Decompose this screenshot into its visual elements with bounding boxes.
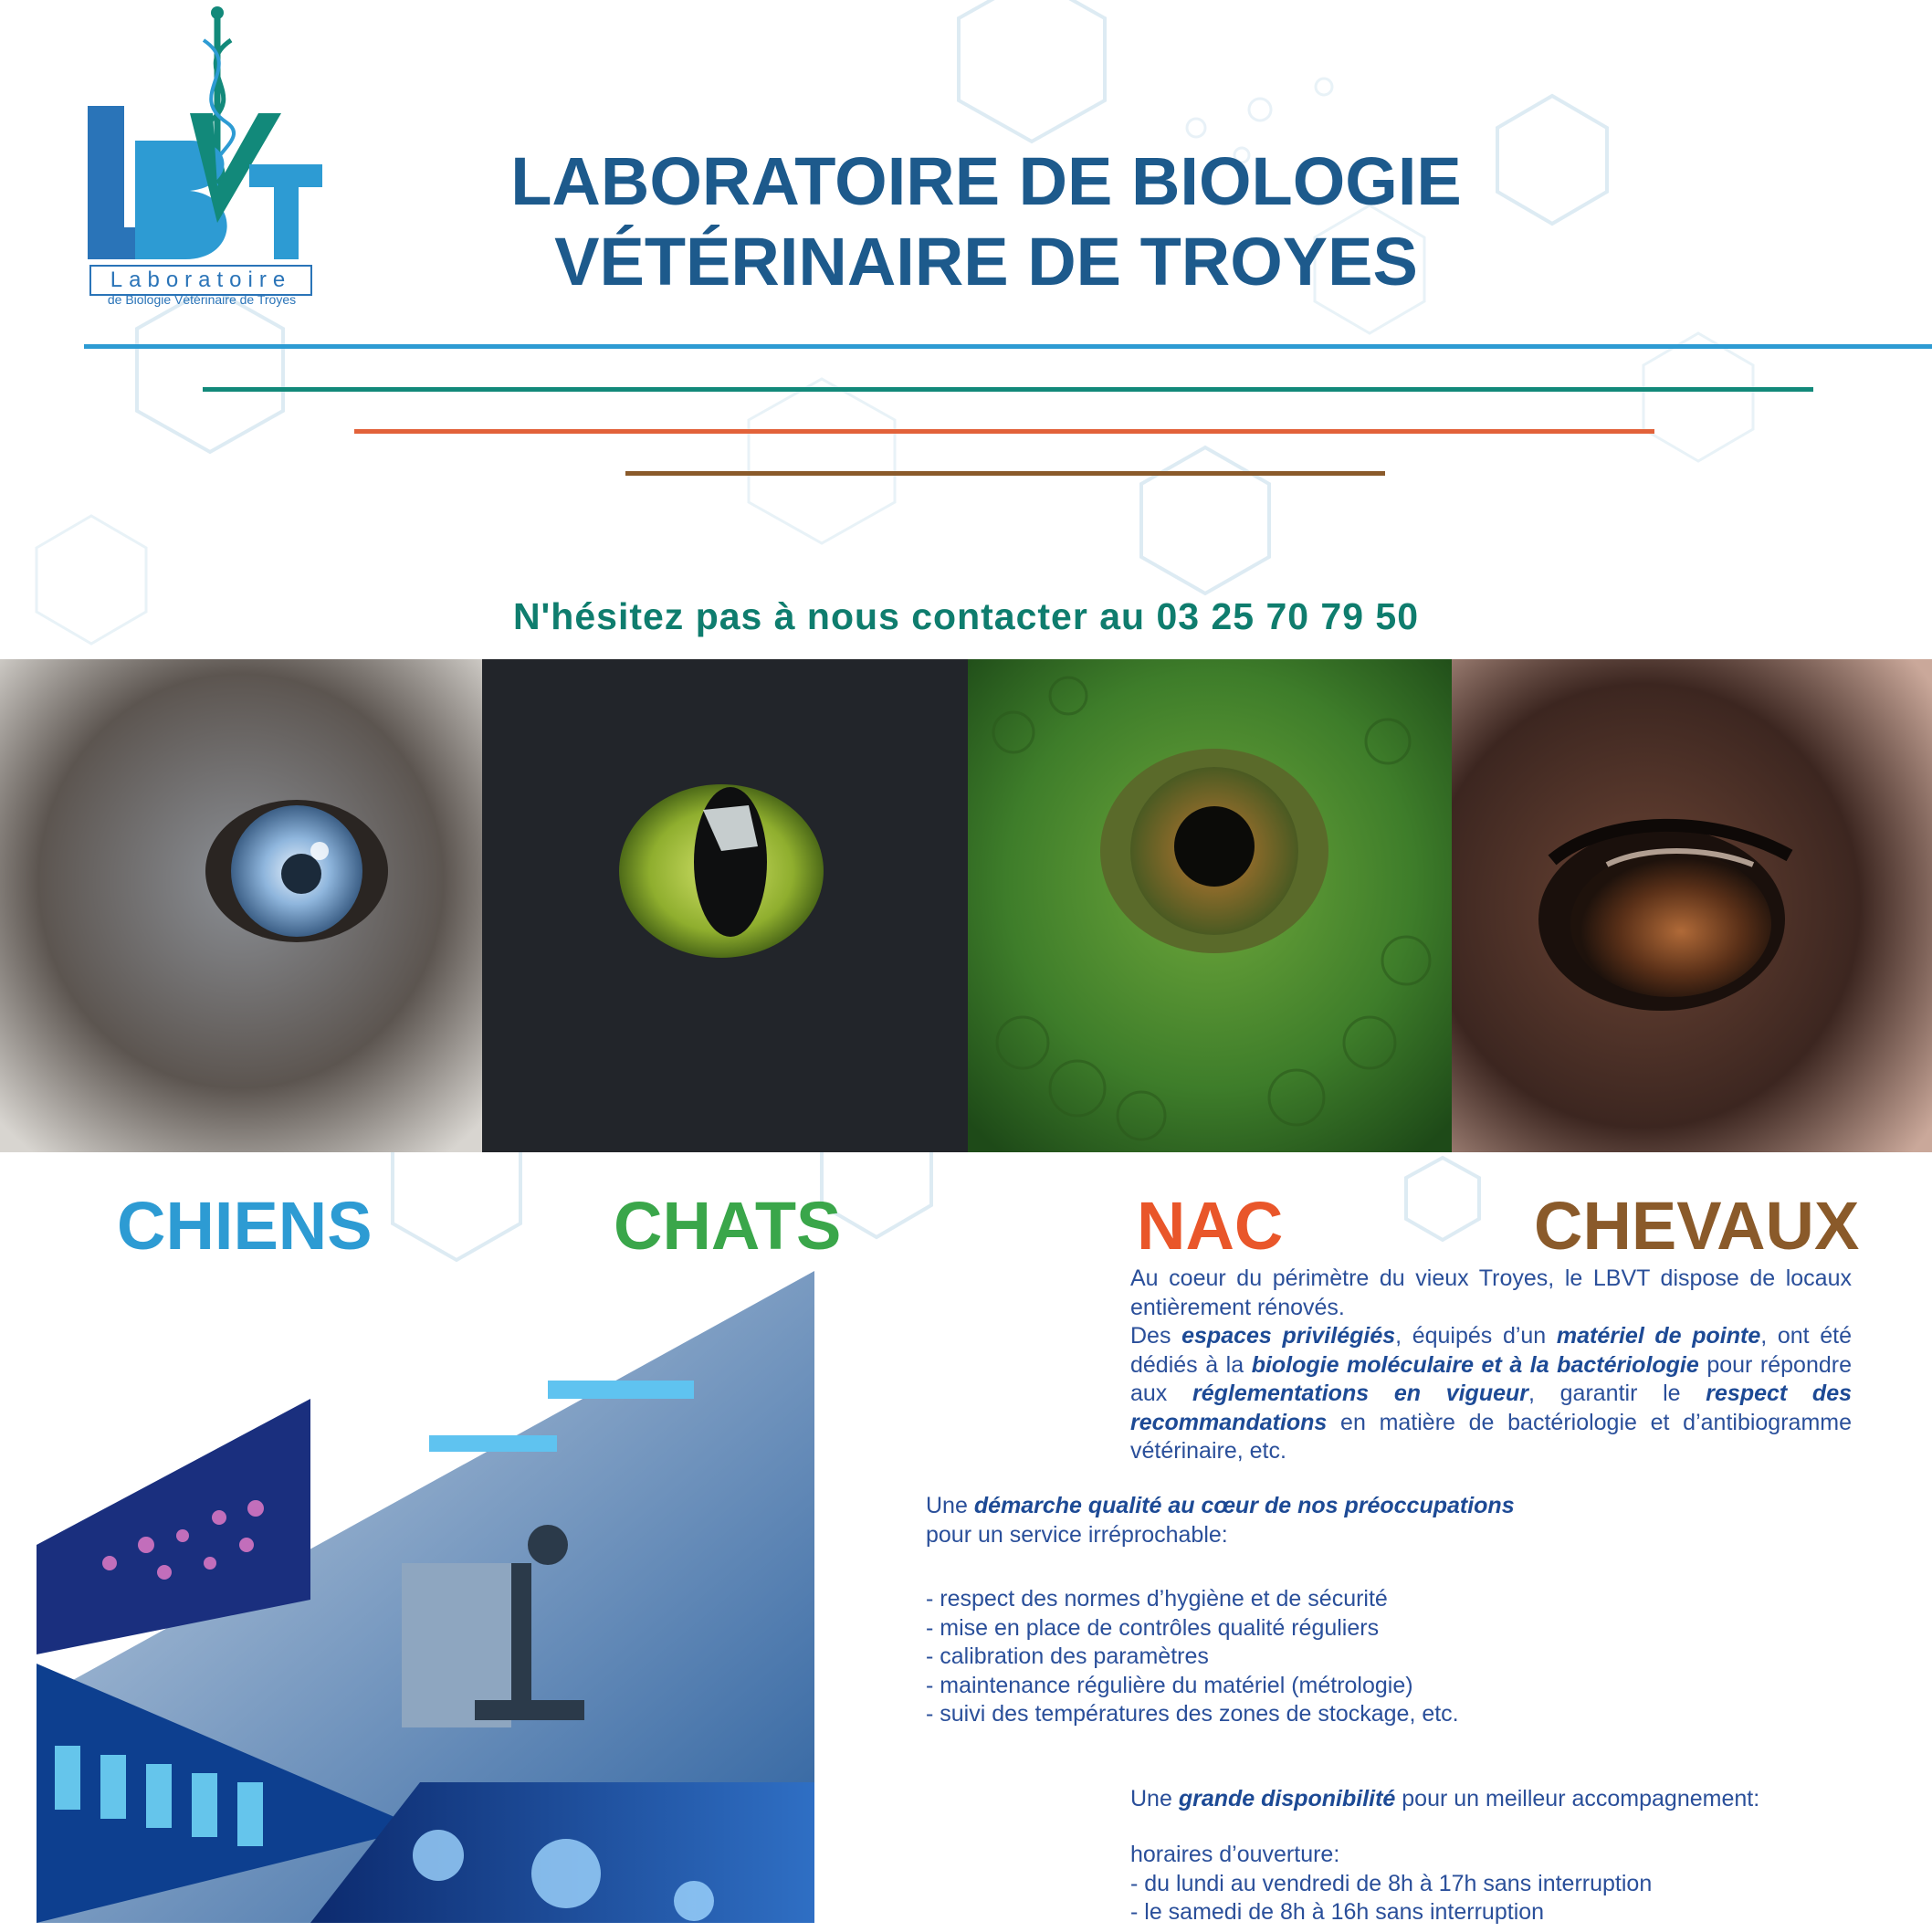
emphasis: démarche qualité au cœur de nos préoccupations bbox=[973, 1493, 1515, 1518]
emphasis: grande disponibilité bbox=[1178, 1786, 1396, 1811]
text-run: en matière de bactériologie et d’antibiogramme vétérinaire, etc. bbox=[1130, 1409, 1852, 1464]
dog-eye-photo bbox=[0, 659, 482, 1152]
text-run: , garantir le bbox=[1528, 1381, 1706, 1406]
rule-brown bbox=[625, 471, 1385, 476]
lizard-eye-photo bbox=[968, 659, 1452, 1152]
rule-blue bbox=[84, 344, 1932, 349]
label-nac: NAC bbox=[1137, 1188, 1284, 1264]
description-paragraph bbox=[1130, 1265, 1852, 1466]
quality-paragraph bbox=[926, 1492, 1620, 1549]
title-line-2: VÉTÉRINAIRE DE TROYES bbox=[554, 224, 1418, 299]
text-run: pour un meilleur accompagnement: bbox=[1395, 1786, 1760, 1811]
quality-list bbox=[926, 1585, 1620, 1729]
text-run: Une bbox=[1130, 1786, 1179, 1811]
rule-teal bbox=[203, 387, 1813, 392]
emphasis: réglementations en vigueur bbox=[1192, 1381, 1528, 1406]
logo-wordmark: Laboratoire bbox=[89, 265, 312, 296]
page-title bbox=[475, 142, 1497, 302]
list-item: - suivi des températures des zones de stockage, etc. bbox=[926, 1701, 1459, 1727]
emphasis: biologie moléculaire et à la bactériologie bbox=[1251, 1351, 1699, 1378]
label-chiens: CHIENS bbox=[117, 1188, 373, 1264]
list-item: - calibration des paramètres bbox=[926, 1643, 1209, 1669]
label-chevaux: CHEVAUX bbox=[1534, 1188, 1860, 1264]
text-run: Une bbox=[926, 1493, 974, 1518]
animal-eye-photos bbox=[0, 659, 1932, 1152]
contact-line: N'hésitez pas à nous contacter au 03 25 70 79 50 bbox=[512, 595, 1420, 637]
hours-line: - le samedi de 8h à 16h sans interruption bbox=[1130, 1899, 1545, 1925]
text-run: Des bbox=[1130, 1323, 1182, 1349]
list-item: - respect des normes d’hygiène et de sécurité bbox=[926, 1586, 1388, 1612]
opening-hours bbox=[1130, 1841, 1852, 1927]
emphasis: espaces privilégiés bbox=[1181, 1323, 1396, 1349]
hours-title: horaires d’ouverture: bbox=[1130, 1842, 1340, 1867]
cat-eye-photo bbox=[482, 659, 968, 1152]
text-run: , équipés d’un bbox=[1395, 1323, 1557, 1349]
availability-paragraph bbox=[1130, 1785, 1852, 1814]
label-chats: CHATS bbox=[614, 1188, 842, 1264]
laboratory-collage bbox=[37, 1271, 814, 1923]
paragraph-line: Au coeur du périmètre du vieux Troyes, le LBVT dispose de locaux entièrement rénovés. bbox=[1130, 1265, 1852, 1320]
list-item: - maintenance régulière du matériel (métrologie) bbox=[926, 1672, 1413, 1698]
text-run: , ont été dédiés à la bbox=[1130, 1323, 1852, 1378]
emphasis: matériel de pointe bbox=[1556, 1323, 1761, 1349]
emphasis: respect des recommandations bbox=[1130, 1381, 1853, 1435]
title-line-1: LABORATOIRE DE BIOLOGIE bbox=[510, 143, 1462, 219]
hours-line: - du lundi au vendredi de 8h à 17h sans interruption bbox=[1130, 1870, 1653, 1896]
rule-orange bbox=[354, 429, 1654, 434]
list-item: - mise en place de contrôles qualité réguliers bbox=[926, 1614, 1380, 1641]
horse-eye-photo bbox=[1452, 659, 1932, 1152]
logo-subtitle: de Biologie Vétérinaire de Troyes bbox=[107, 292, 297, 307]
text-run: pour un service irréprochable: bbox=[926, 1521, 1228, 1548]
text-run: pour répondre aux bbox=[1130, 1351, 1852, 1406]
